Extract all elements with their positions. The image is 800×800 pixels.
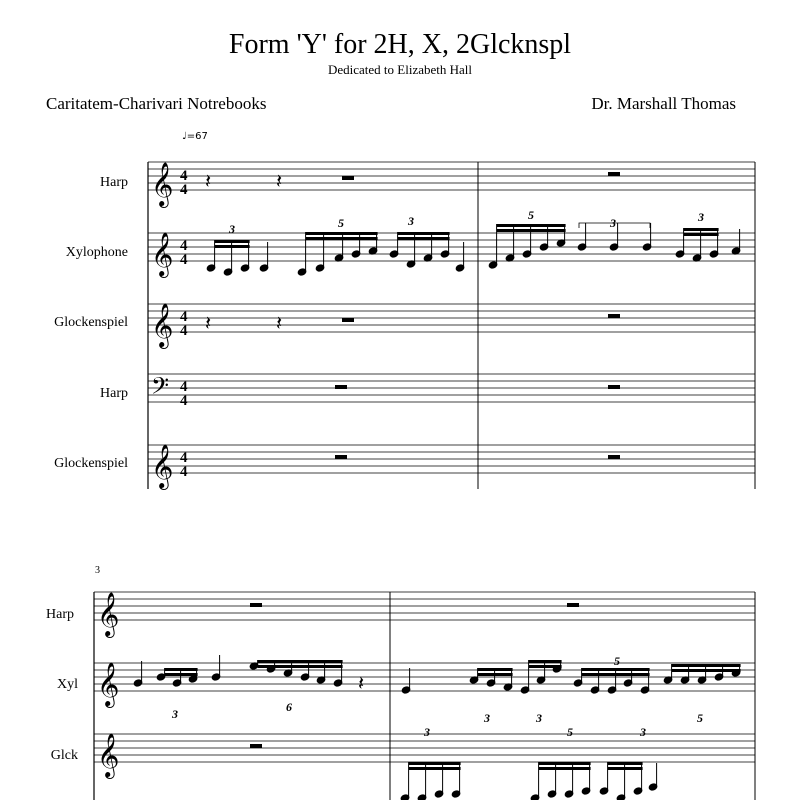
staves-system-1 xyxy=(148,162,755,473)
rests-system-2 xyxy=(250,603,579,748)
treble-clef-icon: 𝄞 xyxy=(97,594,120,636)
dedication: Dedicated to Elizabeth Hall xyxy=(327,62,473,77)
tuplet-number: 3 xyxy=(424,725,430,739)
svg-text:4: 4 xyxy=(180,182,188,198)
publisher: Caritatem-Charivari Notrebooks xyxy=(46,94,267,113)
tuplet-number: 3 xyxy=(229,222,235,236)
treble-clef-icon: 𝄞 xyxy=(151,234,174,276)
beam xyxy=(215,245,250,248)
beam xyxy=(409,762,461,765)
xylophone-notes-measure-1-2 xyxy=(206,223,741,276)
time-signature: 4 xyxy=(180,309,188,325)
tuplet-number: 5 xyxy=(697,711,703,725)
tuplet-number: 3 xyxy=(172,707,178,721)
whole-rest-icon xyxy=(608,385,620,389)
tuplet-number: 3 xyxy=(610,216,616,230)
tuplet-number: 3 xyxy=(408,214,414,228)
beam xyxy=(409,767,461,770)
time-signature: 4 xyxy=(180,168,188,184)
beam xyxy=(478,668,513,671)
tuplet-number: 3 xyxy=(536,711,542,725)
instrument-label-xylophone: Xylophone xyxy=(65,245,128,260)
instrument-label-harp-3: Harp xyxy=(46,607,74,622)
tuplet-number: 3 xyxy=(640,725,646,739)
beam xyxy=(582,668,650,671)
score-title: Form 'Y' for 2H, X, 2Glcknspl xyxy=(228,29,572,60)
quarter-rest-icon: 𝄽 xyxy=(276,171,283,193)
tuplet-number: 3 xyxy=(698,210,704,224)
beam xyxy=(539,767,591,770)
beam xyxy=(539,762,591,765)
beam xyxy=(165,668,198,671)
tuplet-number: 5 xyxy=(614,654,620,668)
quarter-rest-icon: 𝄽 xyxy=(358,673,365,695)
whole-rest-icon xyxy=(608,314,620,318)
beam xyxy=(582,673,650,676)
treble-clef-icon: 𝄞 xyxy=(151,305,174,347)
quarter-note-icon: ♩ xyxy=(182,131,187,142)
system-1 xyxy=(148,162,755,489)
svg-text:4: 4 xyxy=(180,252,188,268)
beam xyxy=(306,237,378,240)
tuplet-number: 5 xyxy=(567,725,573,739)
quarter-rest-icon: 𝄽 xyxy=(205,171,212,193)
instrument-label-glck: Glck xyxy=(50,748,78,763)
beam xyxy=(608,767,643,770)
beam xyxy=(398,232,450,235)
whole-rest-icon xyxy=(567,603,579,607)
time-signature: 4 xyxy=(180,379,188,395)
beam xyxy=(258,665,343,668)
beam xyxy=(215,240,250,243)
half-rest-icon xyxy=(250,744,262,748)
beam xyxy=(608,762,643,765)
treble-clef-icon: 𝄞 xyxy=(97,664,120,706)
instrument-label-harp-2: Harp xyxy=(100,386,128,401)
svg-text:4: 4 xyxy=(180,393,188,409)
time-signatures xyxy=(180,168,188,480)
beam xyxy=(497,224,566,227)
beam xyxy=(529,660,562,663)
whole-rest-icon xyxy=(335,385,347,389)
clefs-system-2 xyxy=(97,593,119,779)
tuplet-numbers-system-1 xyxy=(228,208,704,236)
treble-clef-icon: 𝄞 xyxy=(151,164,174,206)
tuplet-number: 3 xyxy=(484,711,490,725)
xylophone-notes-measure-3-4 xyxy=(133,655,741,694)
beam xyxy=(478,673,513,676)
instrument-label-glockenspiel-2: Glockenspiel xyxy=(54,456,128,471)
beam xyxy=(672,669,741,672)
beam xyxy=(258,660,343,663)
whole-rest-icon xyxy=(608,455,620,459)
svg-text:4: 4 xyxy=(180,323,188,339)
tuplet-number: 5 xyxy=(338,216,344,230)
beam xyxy=(306,232,378,235)
beam xyxy=(684,233,719,236)
half-rest-icon xyxy=(342,176,354,180)
tempo-value: =67 xyxy=(186,131,208,142)
beam xyxy=(165,673,198,676)
instrument-label-xyl: Xyl xyxy=(57,677,78,692)
bass-clef-icon: 𝄢 xyxy=(151,374,170,405)
composer: Dr. Marshall Thomas xyxy=(591,94,736,113)
treble-clef-icon: 𝄞 xyxy=(151,446,174,488)
svg-text:4: 4 xyxy=(180,464,188,480)
beam xyxy=(497,229,566,232)
tuplet-number: 5 xyxy=(528,208,534,222)
instrument-label-harp-1: Harp xyxy=(100,175,128,190)
beam xyxy=(398,237,450,240)
whole-rest-icon xyxy=(250,603,262,607)
beam xyxy=(672,664,741,667)
time-signature: 4 xyxy=(180,238,188,254)
tuplet-number: 6 xyxy=(286,700,292,714)
glockenspiel-notes-measure-4 xyxy=(400,762,658,800)
beam xyxy=(529,665,562,668)
measure-number: 3 xyxy=(95,565,100,576)
whole-rest-icon xyxy=(608,172,620,176)
instrument-label-glockenspiel-1: Glockenspiel xyxy=(54,315,128,330)
half-rest-icon xyxy=(342,318,354,322)
quarter-rest-icon: 𝄽 xyxy=(205,313,212,335)
whole-rest-icon xyxy=(335,455,347,459)
time-signature: 4 xyxy=(180,450,188,466)
quarter-rest-icon: 𝄽 xyxy=(276,313,283,335)
beam xyxy=(684,228,719,231)
clefs-system-1 xyxy=(151,163,173,490)
treble-clef-icon: 𝄞 xyxy=(97,735,120,777)
